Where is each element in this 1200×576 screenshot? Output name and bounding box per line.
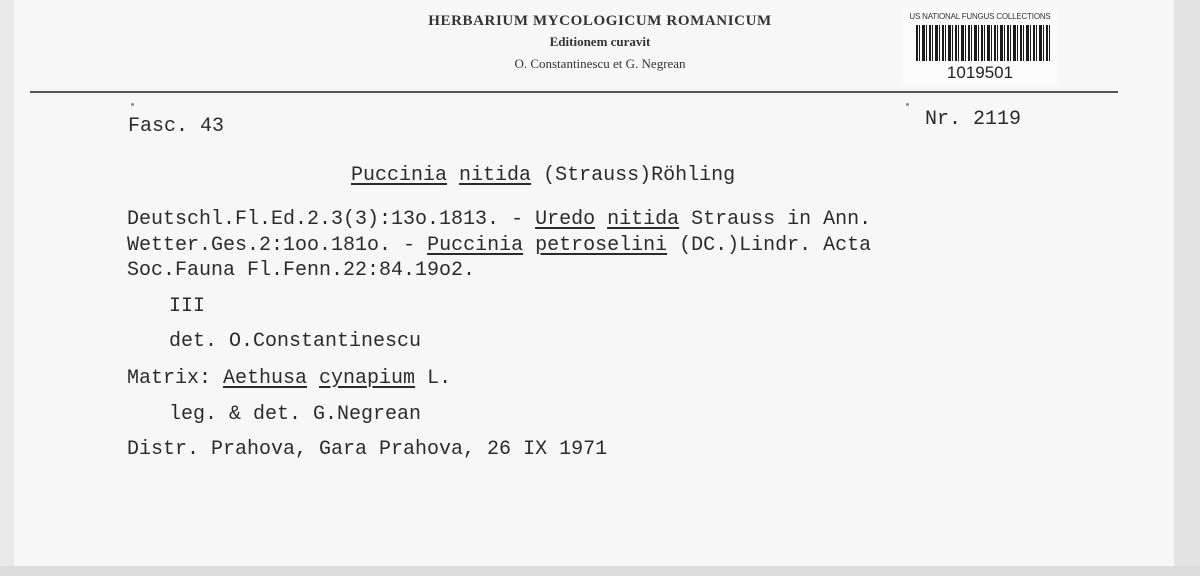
citation-text: (DC.)Lindr. Acta: [667, 234, 872, 257]
determiner: det. O.Constantinescu: [169, 330, 422, 353]
matrix-author: L.: [415, 367, 452, 390]
title-genus: Puccinia: [351, 164, 448, 187]
barcode-icon: [916, 25, 1050, 61]
citation-line-2: [127, 234, 871, 258]
citation-line-1: [127, 208, 871, 232]
header-divider: [30, 91, 1118, 93]
collector: leg. & det. G.Negrean: [169, 403, 422, 426]
fascicle-number: Fasc. 43: [128, 115, 225, 138]
sheet-edge-bottom: [0, 566, 1200, 576]
speck-mark: [906, 103, 909, 106]
species-title: [351, 164, 735, 188]
matrix-prefix: Matrix:: [127, 367, 224, 390]
citation-species: petroselini: [535, 234, 668, 257]
herbarium-title: HERBARIUM MYCOLOGICUM ROMANICUM: [428, 13, 772, 29]
matrix-genus: Aethusa: [223, 367, 308, 390]
host-matrix: [127, 367, 451, 391]
locality-date: Distr. Prahova, Gara Prahova, 26 IX 1971: [127, 438, 608, 461]
citation-genus: Puccinia: [427, 234, 524, 257]
citation-genus: Uredo: [535, 208, 596, 231]
title-author: (Strauss)Röhling: [543, 164, 736, 187]
citation-text: Wetter.Ges.2:1oo.181o. -: [127, 234, 428, 257]
speck-mark: [131, 103, 134, 106]
matrix-species: cynapium: [319, 367, 416, 390]
label-header: [300, 10, 900, 76]
citation-species: nitida: [607, 208, 680, 231]
exsiccata-number: Nr. 2119: [925, 108, 1022, 131]
barcode-number: 1019501: [946, 63, 1014, 82]
citation-line-3: Soc.Fauna Fl.Fenn.22:84.19o2.: [127, 259, 476, 282]
barcode-tag: [902, 8, 1058, 86]
editor-caption: Editionem curavit: [549, 34, 651, 49]
barcode-caption: US NATIONAL FUNGUS COLLECTIONS: [909, 12, 1051, 21]
spore-stage: III: [169, 295, 206, 318]
citation-text: Strauss in Ann.: [679, 208, 872, 231]
sheet-edge-right: [1174, 0, 1200, 576]
citation-text: Deutschl.Fl.Ed.2.3(3):13o.1813. -: [127, 208, 536, 231]
title-species: nitida: [459, 164, 532, 187]
editors: O. Constantinescu et G. Negrean: [514, 56, 686, 71]
